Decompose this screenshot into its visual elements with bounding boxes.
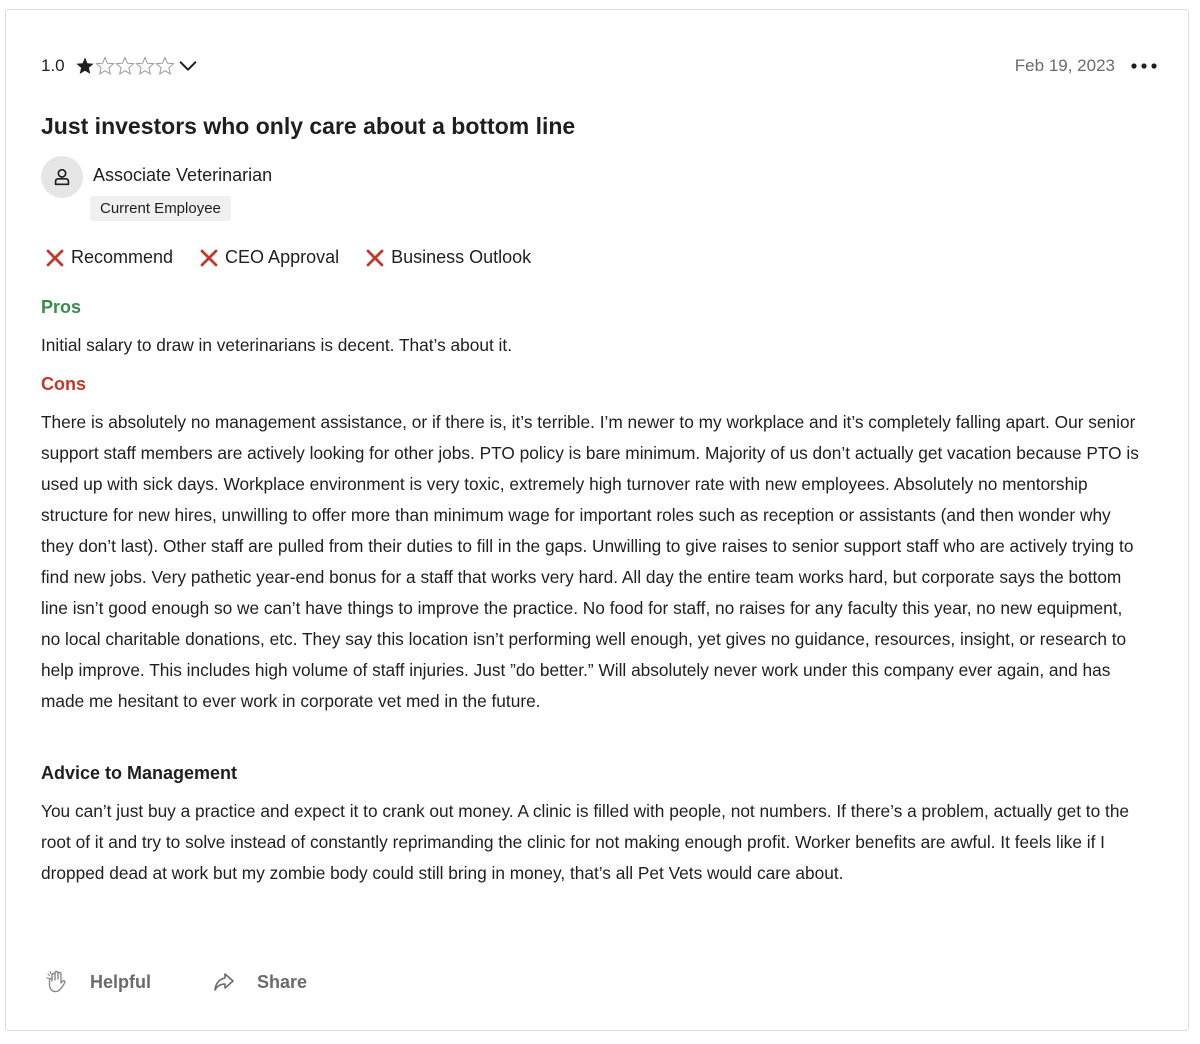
employment-status-badge: Current Employee: [90, 196, 231, 221]
x-icon: [199, 248, 219, 268]
x-icon: [365, 248, 385, 268]
indicator-label: Recommend: [71, 247, 174, 267]
helpful-button[interactable]: [44, 969, 151, 995]
advice-text: You can’t just buy a practice and expect it to crank out money. A clinic is filled with people, not numbers. If there’s a problem, actually get to the root of it and try to solve instead of constantly reprimanding the clinic for not making enough profit. Worker benefits are awful. It feels like if I dropped dead at work but my zombie body could still bring in money, that’s all Pet Vets would care about.: [41, 801, 1130, 883]
rating-value: 1.0: [41, 56, 65, 75]
more-horizontal-icon[interactable]: [1129, 56, 1159, 76]
x-icon: [45, 248, 65, 268]
helpful-label: Helpful: [90, 971, 151, 992]
user-icon: [51, 166, 73, 188]
review-date: Feb 19, 2023: [1014, 56, 1115, 75]
rating-indicators: [45, 247, 557, 268]
review-header: [41, 52, 1159, 80]
pros-text: Initial salary to draw in veterinarians is decent. That’s about it.: [41, 335, 512, 355]
star-filled-icon: [75, 56, 95, 76]
indicator-label: Business Outlook: [391, 247, 532, 267]
chevron-down-icon[interactable]: [177, 55, 199, 77]
share-button[interactable]: [211, 969, 307, 995]
indicator-label: CEO Approval: [225, 247, 340, 267]
review-actions: [44, 969, 367, 995]
star-empty-icon: [135, 56, 155, 76]
star-empty-icon: [155, 56, 175, 76]
advice-heading: Advice to Management: [41, 763, 238, 783]
indicator-recommend: [45, 247, 173, 268]
clap-icon: [44, 969, 70, 995]
pros-heading: Pros: [41, 297, 82, 317]
job-title: Associate Veterinarian: [93, 165, 273, 185]
indicator-business-outlook: [365, 247, 531, 268]
cons-heading: Cons: [41, 374, 86, 394]
avatar: [41, 156, 83, 198]
star-empty-icon: [115, 56, 135, 76]
star-rating: [75, 56, 175, 76]
star-empty-icon: [95, 56, 115, 76]
indicator-ceo-approval: [199, 247, 339, 268]
date-area: [1015, 52, 1159, 80]
review-title: Just investors who only care about a bottom line: [41, 113, 576, 139]
rating: [41, 52, 199, 80]
share-label: Share: [257, 971, 308, 992]
share-arrow-icon: [211, 969, 237, 995]
cons-text: There is absolutely no management assistance, or if there is, it’s terrible. I’m newer to my workplace and it’s completely falling apart. Our senior support staff members are actively looking for other jobs. PTO policy is bare minimum. Majority of us don’t actually get vacation because PTO is used up with sick days. Workplace environment is very toxic, extremely high turnover rate with new employees. Absolutely no mentorship structure for new hires, unwilling to offer more than minimum wage for important roles such as reception or assistants (and then wonder why they don’t last). Other staff are pulled from their duties to fill in the gaps. Unwilling to give raises to senior support staff who are actively trying to find new jobs. Very pathetic year-end bonus for a staff that works very hard. All day the entire team works hard, but corporate says the bottom line isn’t good enough so we can’t have things to improve the practice. No food for staff, no raises for any faculty this year, no new equipment, no local charitable donations, etc. They say this location isn’t performing well enough, yet gives no guidance, resources, insight, or research to help improve. This includes high volume of staff injuries. Just ”do better.” Will absolutely never work under this company ever again, and has made me hesitant to ever work in corporate vet med in the future.: [41, 412, 1139, 711]
